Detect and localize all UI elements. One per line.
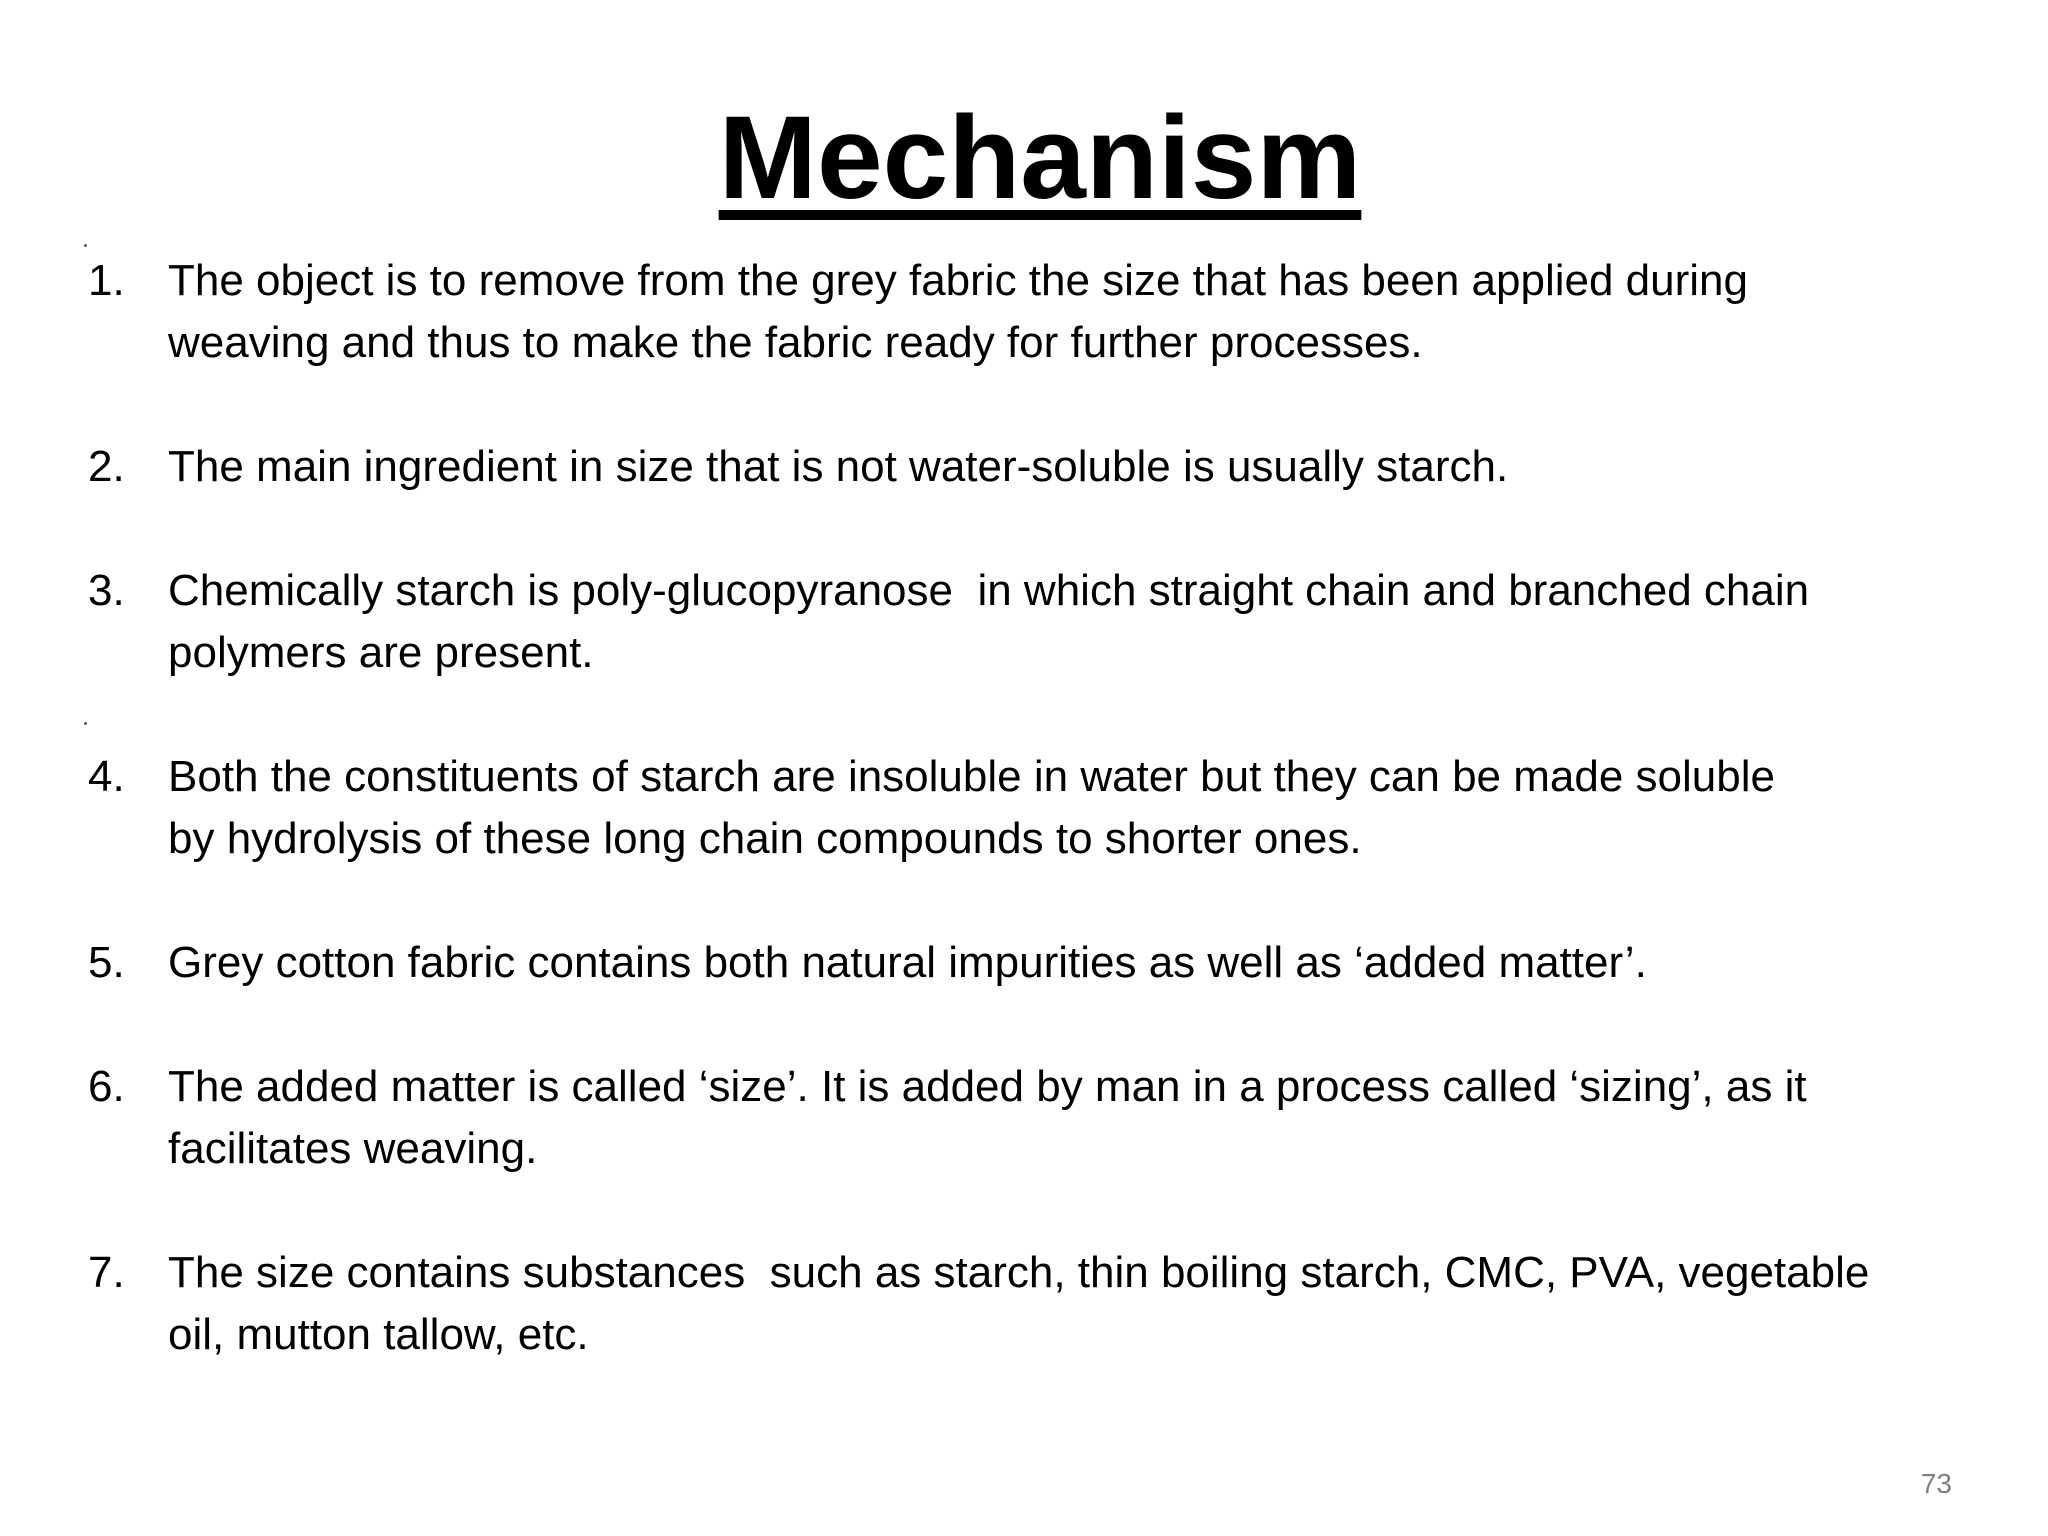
stray-dot-mark [84,244,87,247]
list-item-number: 4. [88,752,125,801]
list-item-line: weaving and thus to make the fabric ready for further processes. [168,318,1423,367]
list-item-line: The main ingredient in size that is not water-soluble is usually starch. [168,442,1509,491]
list-item-line: Grey cotton fabric contains both natural impurities as well as ‘added matter’. [168,938,1647,987]
list-item-line: by hydrolysis of these long chain compounds to shorter ones. [168,814,1362,863]
list-item [88,250,1988,374]
list-item-line: oil, mutton tallow, etc. [168,1310,589,1359]
stray-dot-mark [84,722,87,725]
list-item-line: polymers are present. [168,628,594,677]
list-item-line: Both the constituents of starch are insoluble in water but they can be made soluble [168,752,1775,801]
list-item-number: 2. [88,442,125,491]
page-number: 73 [1920,1468,1952,1499]
list-item [88,1056,1988,1180]
list-item [88,932,1988,994]
mechanism-list [88,250,1988,1366]
list-item-number: 6. [88,1062,125,1111]
slide-title: Mechanism [718,92,1362,224]
list-item-number: 3. [88,566,125,615]
list-item-line: Chemically starch is poly-glucopyranose in which straight chain and branched chain [168,566,1810,615]
list-item [88,436,1988,498]
list-item-line: facilitates weaving. [168,1124,538,1173]
list-item-number: 7. [88,1248,125,1297]
list-item-number: 5. [88,938,125,987]
list-item [88,1242,1988,1366]
list-item [88,746,1988,870]
list-item-number: 1. [88,256,125,305]
list-item-line: The object is to remove from the grey fabric the size that has been applied during [168,256,1748,305]
list-item [88,560,1988,684]
list-item-line: The size contains substances such as starch, thin boiling starch, CMC, PVA, vegetable [168,1248,1870,1297]
list-item-line: The added matter is called ‘size’. It is added by man in a process called ‘sizing’, as it [168,1062,1807,1111]
